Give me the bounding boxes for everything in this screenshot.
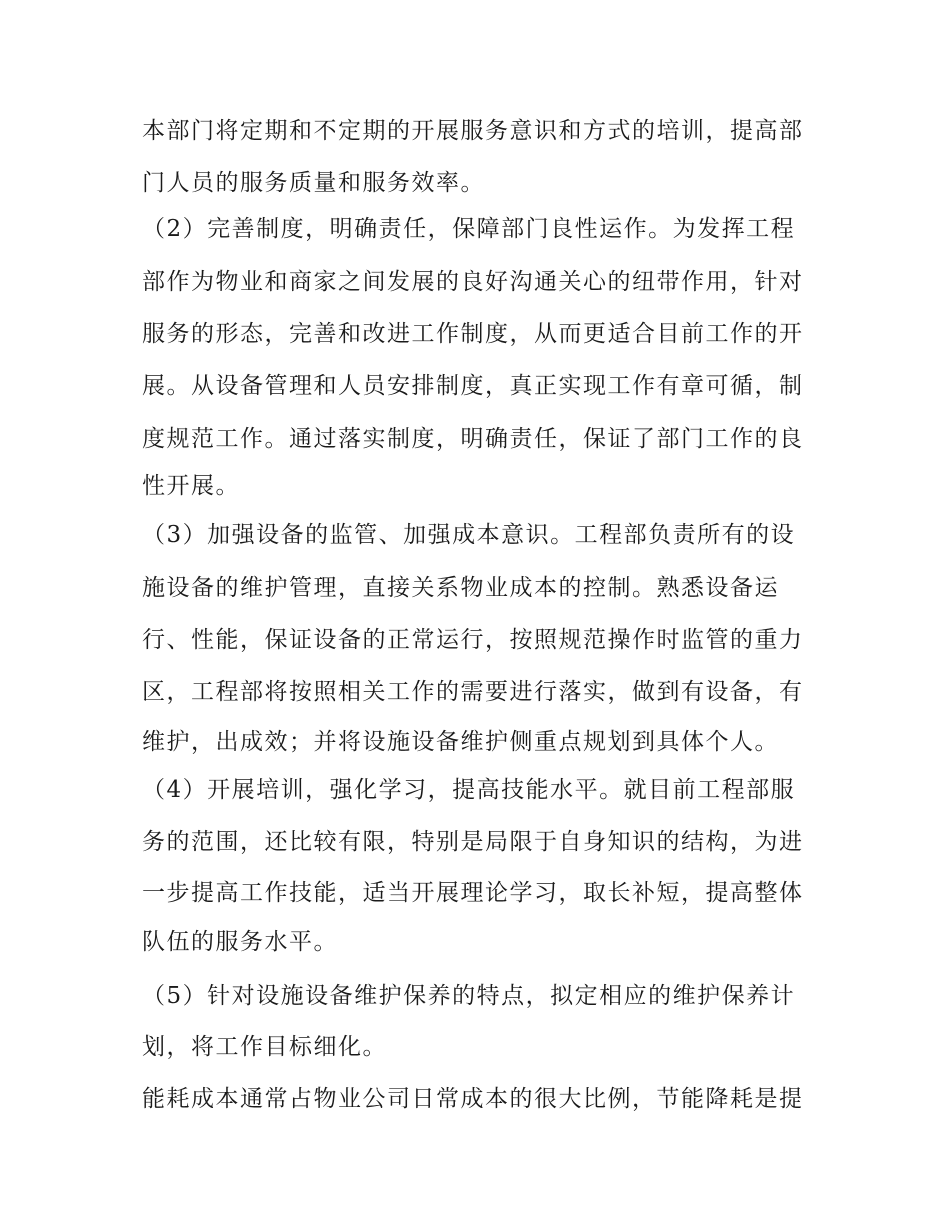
text-line: 维护，出成效；并将设施设备维护侧重点规划到具体个人。 bbox=[142, 729, 779, 755]
text-line: 一步提高工作技能，适当开展理论学习，取长补短，提高整体 bbox=[142, 880, 804, 906]
text-line: 区，工程部将按照相关工作的需要进行落实，做到有设备，有 bbox=[142, 679, 804, 705]
text-line: 服务的形态，完善和改进工作制度，从而更适合目前工作的开 bbox=[142, 321, 804, 347]
text-line: 门人员的服务质量和服务效率。 bbox=[142, 170, 485, 196]
text-line: （3）加强设备的监管、加强成本意识。工程部负责所有的设 bbox=[142, 522, 796, 548]
text-line: （4）开展培训，强化学习，提高技能水平。就目前工程部服 bbox=[142, 777, 796, 803]
text-line: 务的范围，还比较有限，特别是局限于自身知识的结构，为进 bbox=[142, 829, 804, 855]
text-line: 本部门将定期和不定期的开展服务意识和方式的培训，提高部 bbox=[142, 118, 804, 144]
text-line: 能耗成本通常占物业公司日常成本的很大比例，节能降耗是提 bbox=[142, 1086, 804, 1112]
text-line: 行、性能，保证设备的正常运行，按照规范操作时监管的重力 bbox=[142, 627, 804, 653]
text-line: 队伍的服务水平。 bbox=[142, 929, 338, 955]
text-line: （5）针对设施设备维护保养的特点，拟定相应的维护保养计 bbox=[142, 983, 796, 1009]
text-line: 施设备的维护管理，直接关系物业成本的控制。熟悉设备运 bbox=[142, 575, 779, 601]
text-line: 度规范工作。通过落实制度，明确责任，保证了部门工作的良 bbox=[142, 426, 804, 452]
text-line: （2）完善制度，明确责任，保障部门良性运作。为发挥工程 bbox=[142, 216, 796, 242]
text-line: 部作为物业和商家之间发展的良好沟通关心的纽带作用，针对 bbox=[142, 269, 804, 295]
text-line: 性开展。 bbox=[142, 473, 240, 499]
text-line: 展。从设备管理和人员安排制度，真正实现工作有章可循，制 bbox=[142, 373, 804, 399]
text-line: 划，将工作目标细化。 bbox=[142, 1034, 387, 1060]
